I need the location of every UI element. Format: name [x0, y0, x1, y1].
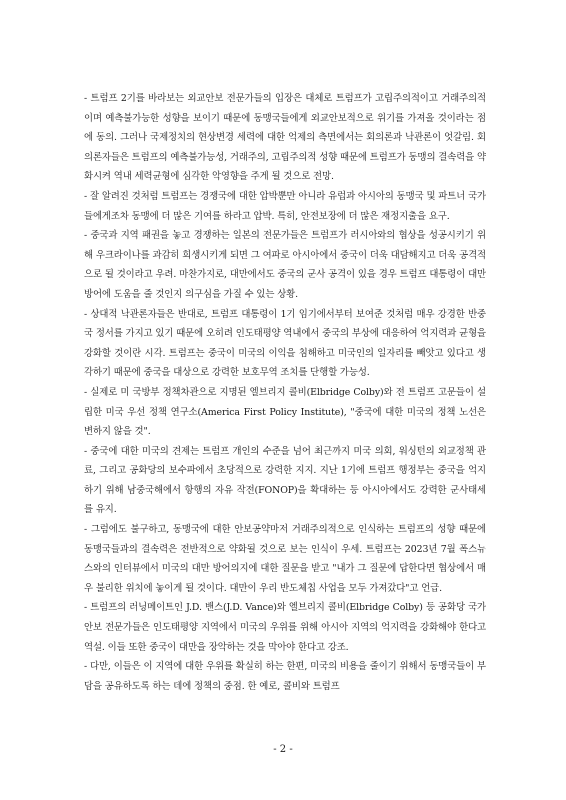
paragraph: - 실제로 미 국방부 정책차관으로 지명된 엘브리지 콜비(Elbridge Colby)와 전 트럼프 고문들이 설립한 미국 우선 정책 연구소(America First Policy Institute), "중국에 대한 미국의 정책 노선은 변하지 않을 것". — [84, 386, 486, 438]
paragraph: - 잘 알려진 것처럼 트럼프는 경쟁국에 대한 압박뿐만 아니라 유럽과 아시아의 동맹국 및 파트너 국가들에게조차 동맹에 더 많은 기여를 하라고 압박. 특히, 안전보장에 더 많은 재정지출을 요구. — [84, 190, 486, 222]
body-text — [84, 89, 486, 696]
paragraph: - 트럼프 2기를 바라보는 외교안보 전문가들의 입장은 대체로 트럼프가 고립주의적이고 거래주의적이며 예측불가능한 성향을 보이기 때문에 동맹국들에게 외교안보적으로 위기를 가져올 것이라는 점에 동의. 그러나 국제정치의 현상변경 세력에 대한 억제의 측면에서는 회의론과 낙관론이 엇갈림. 회의론자들은 트럼프의 예측불가능성, 거래주의, 고립주의적 성향 때문에 트럼프가 동맹의 결속력을 약화시켜 역내 세력균형에 심각한 악영향을 주게 될 것으로 전망. — [84, 93, 486, 183]
paragraph: - 다만, 이들은 이 지역에 대한 우위를 확실히 하는 한편, 미국의 비용을 줄이기 위해서 동맹국들이 부담을 공유하도록 하는 데에 정책의 중점. 한 예로, 콜비와 트럼프 — [84, 661, 486, 692]
paragraph: - 트럼프의 러닝메이트인 J.D. 밴스(J.D. Vance)와 엘브리지 콜비(Elbridge Colby) 등 공화당 국가안보 전문가들은 인도태평양 지역에서 미국의 우위를 위해 아시아 지역의 억지력을 강화해야 한다고 역설. 이들 또한 중국이 대만을 장악하는 것을 막아야 한다고 강조. — [84, 602, 486, 653]
page-number: - 2 - — [273, 744, 293, 755]
paragraph: - 상대적 낙관론자들은 반대로, 트럼프 대통령이 1기 임기에서부터 보여준 것처럼 매우 강경한 반중국 정서를 가지고 있기 때문에 오히려 인도태평양 역내에서 중국의 부상에 대응하여 억지력과 균형을 강화할 것이란 시각. 트럼프는 중국이 미국의 이익을 침해하고 미국인의 일자리를 빼앗고 있다고 생각하기 때문에 중국을 대상으로 강력한 보호무역 조치를 단행할 가능성. — [84, 308, 486, 379]
paragraph: - 중국에 대한 미국의 견제는 트럼프 개인의 수준을 넘어 최근까지 미국 의회, 워싱턴의 외교정책 관료, 그리고 공화당의 보수파에서 초당적으로 강력한 지지. 지난 1기에 트럼프 행정부는 중국을 억지하기 위해 남중국해에서 항행의 자유 작전(FONOP)을 확대하는 등 아시아에서도 강력한 군사태세를 유지. — [84, 445, 486, 516]
paragraph: - 중국과 지역 패권을 놓고 경쟁하는 일본의 전문가들은 트럼프가 러시아와의 협상을 성공시키기 위해 우크라이나를 과감히 희생시키게 되면 그 여파로 아시아에서 중국이 더욱 대담해지고 더욱 공격적으로 될 것이라고 우려. 마찬가지로, 대만에서도 중국의 군사 공격이 있을 경우 트럼프 대통령이 대만 방어에 도움을 줄 것인지 의구심을 가질 수 있는 상황. — [84, 230, 486, 300]
paragraph: - 그럼에도 불구하고, 동맹국에 대한 안보공약마저 거래주의적으로 인식하는 트럼프의 성향 때문에 동맹국들과의 결속력은 전반적으로 약화될 것으로 보는 인식이 우세. 트럼프는 2023년 7월 폭스뉴스와의 인터뷰에서 미국의 대만 방어의지에 대한 질문을 받고 "내가 그 질문에 답한다면 협상에서 매우 불리한 위치에 놓이게 될 것이다. 대만이 우리 반도체칩 사업을 모두 가져갔다"고 언급. — [84, 524, 486, 594]
